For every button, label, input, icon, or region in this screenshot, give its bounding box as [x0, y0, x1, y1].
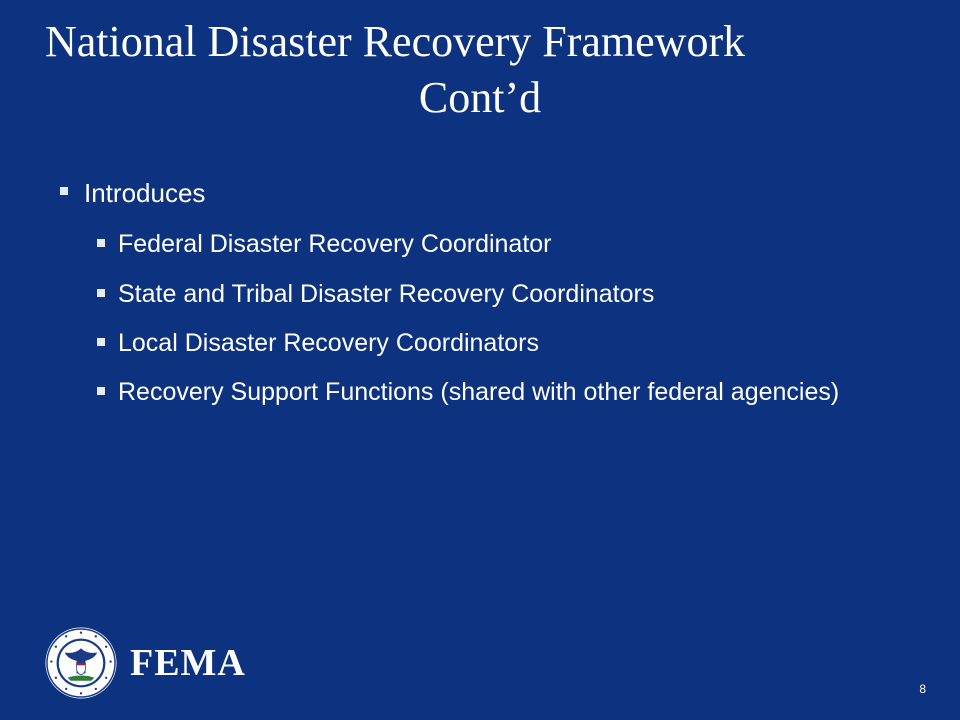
sub-bullet-text: Local Disaster Recovery Coordinators: [118, 329, 540, 357]
dhs-seal-icon: [44, 626, 118, 700]
square-bullet-icon: [97, 338, 105, 346]
sub-bullet-text: State and Tribal Disaster Recovery Coordinators: [118, 280, 655, 308]
square-bullet-icon: [97, 289, 105, 297]
square-bullet-icon: [97, 387, 105, 395]
page-number: 8: [919, 682, 926, 696]
sub-bullet: [97, 276, 907, 312]
sub-bullet: [97, 226, 907, 262]
sub-bullet-text: Federal Disaster Recovery Coordinator: [118, 230, 552, 258]
title-line-1: National Disaster Recovery Framework: [45, 17, 746, 66]
sub-bullet: [97, 325, 907, 361]
square-bullet-icon: [97, 239, 105, 247]
fema-wordmark: FEMA: [130, 642, 246, 684]
sub-bullet-text: Recovery Support Functions (shared with other federal agencies): [118, 378, 840, 406]
square-bullet-icon: [60, 187, 68, 195]
bullet-text: Introduces: [84, 178, 206, 208]
bullet-introduces: [60, 177, 205, 209]
title-line-2: Cont’d: [418, 73, 542, 122]
sub-bullet: [97, 374, 907, 410]
fema-logo: [44, 625, 246, 701]
